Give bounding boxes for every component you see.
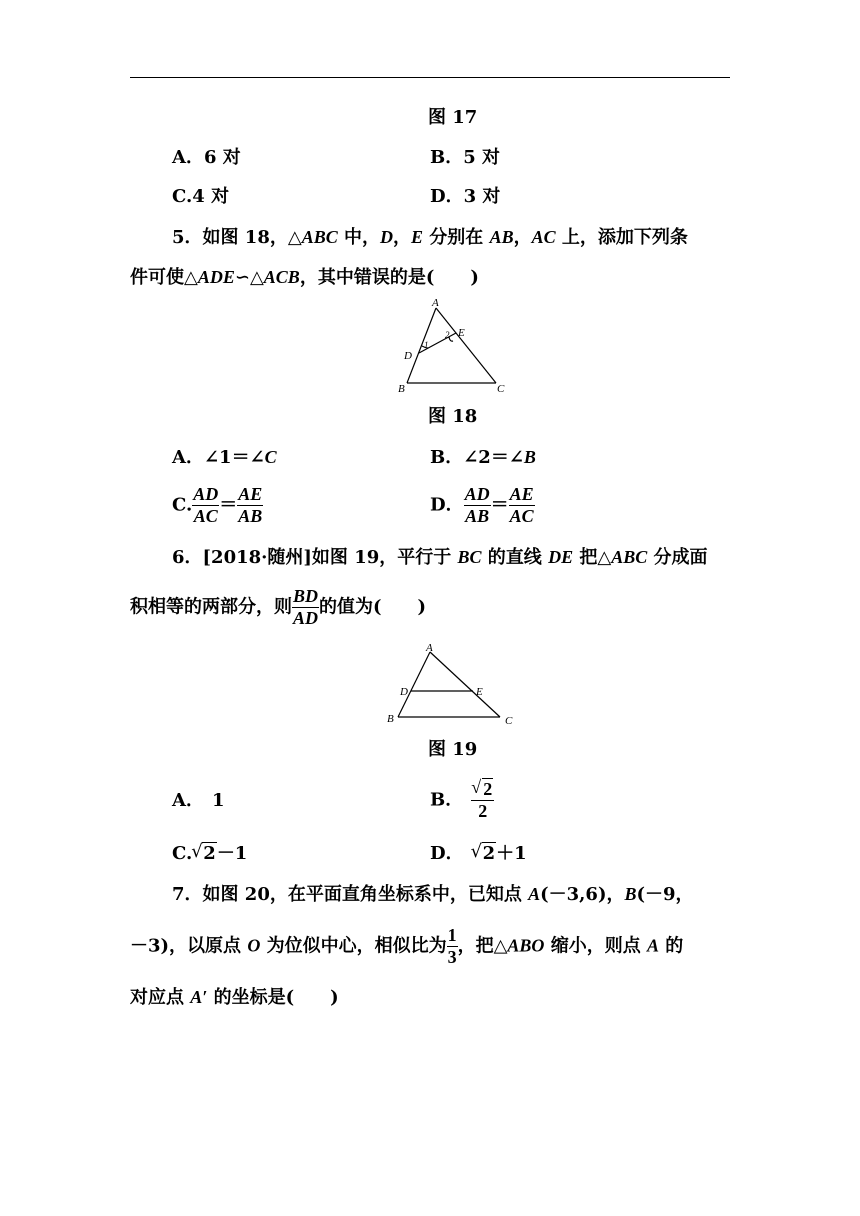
q5-option-c: C. $\frac{AD}{AC}$ ＝ $\frac{AE}{AB}$ — [172, 484, 263, 526]
label-b: B — [398, 383, 405, 395]
label-d: D — [404, 350, 412, 362]
segment-ac — [430, 652, 500, 717]
label-c: C — [505, 715, 513, 727]
figure-19-caption: 图 19 — [428, 739, 478, 760]
q7-stem-line3: 对应点 A′ 的坐标是( ) — [130, 987, 339, 1008]
q7-stem-line2: －3)，以原点 O 为位似中心，相似比为 $\frac{1}{3}$ ，把△ABO 缩小，则点 A 的 — [130, 925, 684, 967]
q6-stem-line2: 积相等的两部分，则 $\frac{BD}{AD}$ 的值为( ) — [130, 586, 427, 628]
figure-17-caption: 图 17 — [428, 107, 478, 128]
q4-option-b: B．5 对 — [430, 147, 501, 168]
q4-option-d: D．3 对 — [430, 186, 501, 207]
q4-option-c: C.4 对 — [172, 186, 230, 207]
q4-option-a: A．6 对 — [172, 147, 241, 168]
label-a: A — [426, 642, 433, 654]
top-rule — [130, 77, 730, 78]
label-e: E — [458, 327, 465, 339]
label-angle-1: 1 — [424, 340, 429, 350]
q5-stem-line2: 件可使△ADE∽△ACB，其中错误的是( ) — [130, 267, 479, 288]
label-d: D — [400, 686, 408, 698]
q6-option-c: C.√ 2－1 — [172, 845, 247, 863]
q6-stem-line1: 6．[2018·随州]如图 19，平行于 BC 的直线 DE 把△ABC 分成面 — [172, 547, 708, 568]
label-a: A — [432, 297, 439, 309]
q5-option-a: A．∠1＝∠C — [172, 447, 277, 468]
label-e: E — [476, 686, 483, 698]
label-b: B — [387, 713, 394, 725]
q7-stem-line1: 7．如图 20，在平面直角坐标系中，已知点 A(－3,6)，B(－9， — [172, 884, 694, 905]
segment-ab — [398, 652, 430, 717]
label-angle-2: 2 — [445, 330, 450, 340]
figure-18-caption: 图 18 — [428, 406, 478, 427]
q5-option-d: D． $\frac{AD}{AB}$ ＝ $\frac{AE}{AC}$ — [430, 484, 534, 526]
q6-option-a: A． 1 — [172, 790, 225, 811]
segment-ac — [436, 308, 496, 383]
figure-19 — [380, 640, 520, 730]
q5-option-b: B．∠2＝∠B — [430, 447, 536, 468]
q6-option-d: D．√ 2＋1 — [430, 845, 527, 863]
figure-18 — [390, 296, 515, 396]
q6-option-b: B． √ $\frac{2}{2}$ — [430, 780, 494, 821]
q5-stem-line1: 5．如图 18，△ABC 中，D，E 分别在 AB，AC 上，添加下列条 — [172, 227, 688, 248]
angle-2-arc — [449, 337, 453, 341]
label-c: C — [497, 383, 505, 395]
